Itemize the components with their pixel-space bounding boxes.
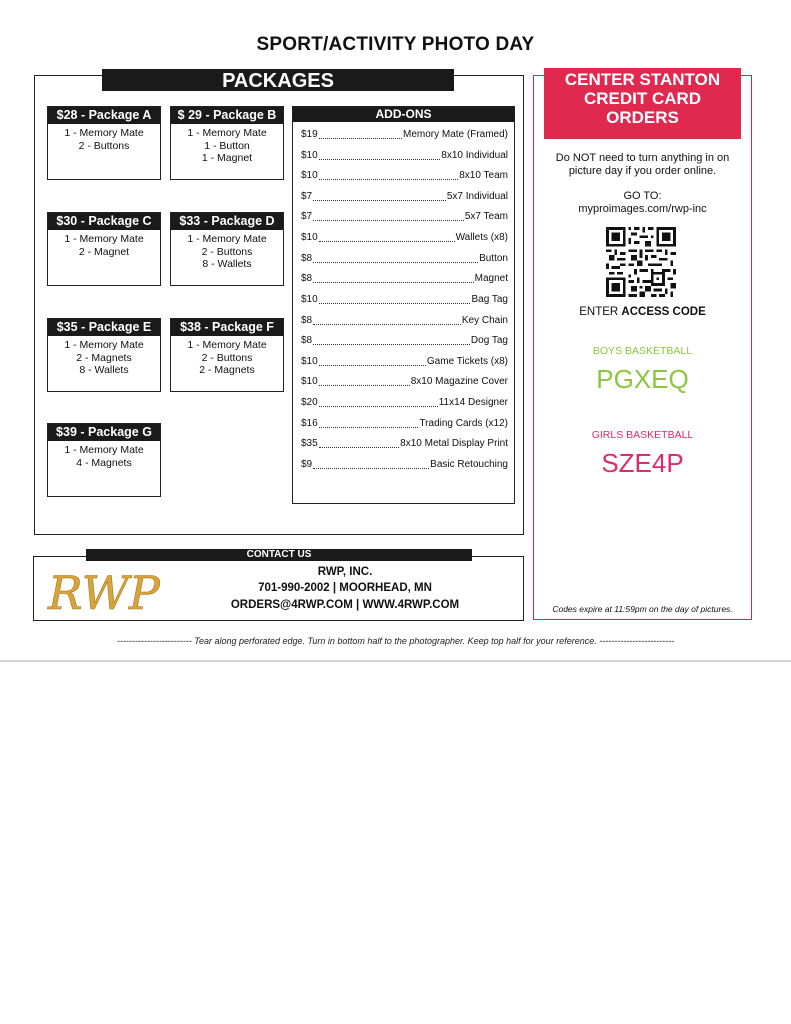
girls-access-code: SZE4P [601, 448, 684, 478]
addon-item: 8x10 Magazine Cover [410, 376, 508, 387]
addon-item: Wallets (x8) [455, 232, 508, 243]
boys-team-label: BOYS BASKETBALL [592, 345, 693, 357]
addon-price: $9 [301, 459, 313, 470]
addon-price: $8 [301, 335, 313, 346]
package-title: $38 - Package F [171, 319, 283, 336]
package-g [47, 423, 161, 497]
addon-price: $10 [301, 294, 318, 305]
addon-item: Key Chain [461, 315, 508, 326]
addon-row [301, 396, 508, 410]
package-item: 1 - Magnet [201, 152, 253, 164]
banner-line: ORDERS [606, 108, 679, 127]
banner-line: CENTER STANTON [564, 70, 721, 89]
addon-row [301, 458, 508, 472]
addon-item: Dog Tag [470, 335, 508, 346]
addon-row [301, 190, 508, 204]
package-item: 1 - Button [204, 139, 250, 152]
order-url[interactable]: myproimages.com/rwp-inc [578, 203, 707, 215]
package-f [170, 318, 284, 392]
addon-item: 5x7 Team [464, 211, 508, 222]
addon-item: Game Tickets (x8) [426, 356, 508, 367]
addon-price: $8 [301, 253, 313, 264]
package-title: $ 29 - Package B [171, 107, 283, 124]
package-item: 1 - Memory Mate [187, 233, 267, 245]
package-item: 1 - Memory Mate [64, 233, 144, 245]
addon-price: $35 [301, 438, 318, 449]
addon-price: $10 [301, 376, 318, 387]
boys-access-code: PGXEQ [596, 364, 689, 394]
addon-price: $8 [301, 315, 313, 326]
addon-row [301, 334, 508, 348]
package-item: 2 - Magnets [76, 351, 132, 364]
package-title: $28 - Package A [48, 107, 160, 124]
package-item: 8 - Wallets [79, 364, 129, 376]
package-item: 2 - Buttons [78, 139, 130, 152]
package-b [170, 106, 284, 180]
company-name: RWP, INC. [317, 566, 373, 578]
addons-title: ADD-ONS [293, 107, 514, 122]
banner-line: CREDIT CARD [583, 89, 702, 108]
package-item: 1 - Memory Mate [64, 127, 144, 139]
addon-item: 11x14 Designer [438, 397, 508, 408]
package-item: 1 - Memory Mate [187, 127, 267, 139]
package-item: 1 - Memory Mate [64, 339, 144, 351]
package-item: 1 - Memory Mate [64, 444, 144, 456]
package-item: 8 - Wallets [202, 258, 252, 270]
addon-price: $19 [301, 129, 318, 140]
qr-code-icon[interactable] [605, 227, 677, 297]
package-item: 2 - Magnets [199, 364, 255, 376]
addon-item: 5x7 Individual [446, 191, 508, 202]
addon-item: Bag Tag [471, 294, 508, 305]
rwp-logo-text: RWP [48, 566, 160, 618]
package-item: 2 - Buttons [201, 351, 253, 364]
access-code-label [533, 306, 752, 319]
package-e [47, 318, 161, 392]
notice-line: picture day if you order online. [568, 165, 717, 177]
addon-row [301, 417, 508, 431]
web-line[interactable]: ORDERS@4RWP.COM | WWW.4RWP.COM [230, 599, 460, 611]
addon-item: Button [479, 253, 508, 264]
tear-instructions: ------------------------- Tear along perforated edge. Turn in bottom half to the photographer. Keep top half for your reference. ------------------------- [116, 636, 675, 646]
package-title: $33 - Package D [171, 213, 283, 230]
addon-row [301, 128, 508, 142]
addon-item: 8x10 Metal Display Print [400, 438, 508, 449]
access-code-prefix: ENTER [579, 306, 622, 318]
addon-row [301, 314, 508, 328]
expire-note: Codes expire at 11:59pm on the day of pictures. [552, 604, 733, 614]
access-code-strong: ACCESS CODE [621, 306, 706, 318]
credit-card-banner [544, 68, 741, 139]
addon-row [301, 169, 508, 183]
addon-item: Memory Mate (Framed) [402, 129, 508, 140]
addon-row [301, 272, 508, 286]
perforation-line [0, 660, 791, 662]
addon-row [301, 437, 508, 451]
girls-team-label: GIRLS BASKETBALL [591, 429, 694, 441]
notice-line: Do NOT need to turn anything in on [555, 152, 730, 164]
package-item: 4 - Magnets [76, 456, 132, 469]
addon-row [301, 293, 508, 307]
addons-box [292, 106, 515, 504]
addon-row [301, 210, 508, 224]
addon-price: $7 [301, 211, 313, 222]
addon-row [301, 375, 508, 389]
rwp-logo-icon [42, 563, 167, 618]
package-title: $39 - Package G [48, 424, 160, 441]
addon-price: $10 [301, 232, 318, 243]
packages-banner: PACKAGES [102, 69, 454, 91]
addon-item: 8x10 Team [459, 170, 508, 181]
package-title: $30 - Package C [48, 213, 160, 230]
package-title: $35 - Package E [48, 319, 160, 336]
addon-price: $7 [301, 191, 313, 202]
addon-row [301, 231, 508, 245]
addon-item: Magnet [474, 273, 508, 284]
addon-row [301, 252, 508, 266]
package-a [47, 106, 161, 180]
addon-row [301, 355, 508, 369]
package-item: 2 - Buttons [201, 245, 253, 258]
addon-price: $20 [301, 397, 318, 408]
package-item: 1 - Memory Mate [187, 339, 267, 351]
page-title: SPORT/ACTIVITY PHOTO DAY [256, 34, 535, 55]
notice-text [533, 152, 752, 178]
addon-price: $16 [301, 418, 318, 429]
contact-banner: CONTACT US [86, 549, 472, 561]
package-d [170, 212, 284, 286]
addon-item: Basic Retouching [430, 459, 508, 470]
phone-line: 701-990-2002 | MOORHEAD, MN [258, 582, 432, 594]
addon-row [301, 149, 508, 163]
addon-price: $10 [301, 356, 318, 367]
package-c [47, 212, 161, 286]
addon-item: Trading Cards (x12) [419, 418, 508, 429]
addon-price: $8 [301, 273, 313, 284]
addon-price: $10 [301, 150, 318, 161]
addon-price: $10 [301, 170, 318, 181]
package-item: 2 - Magnet [78, 245, 130, 258]
addon-item: 8x10 Individual [441, 150, 508, 161]
goto-label: GO TO: [623, 190, 662, 202]
